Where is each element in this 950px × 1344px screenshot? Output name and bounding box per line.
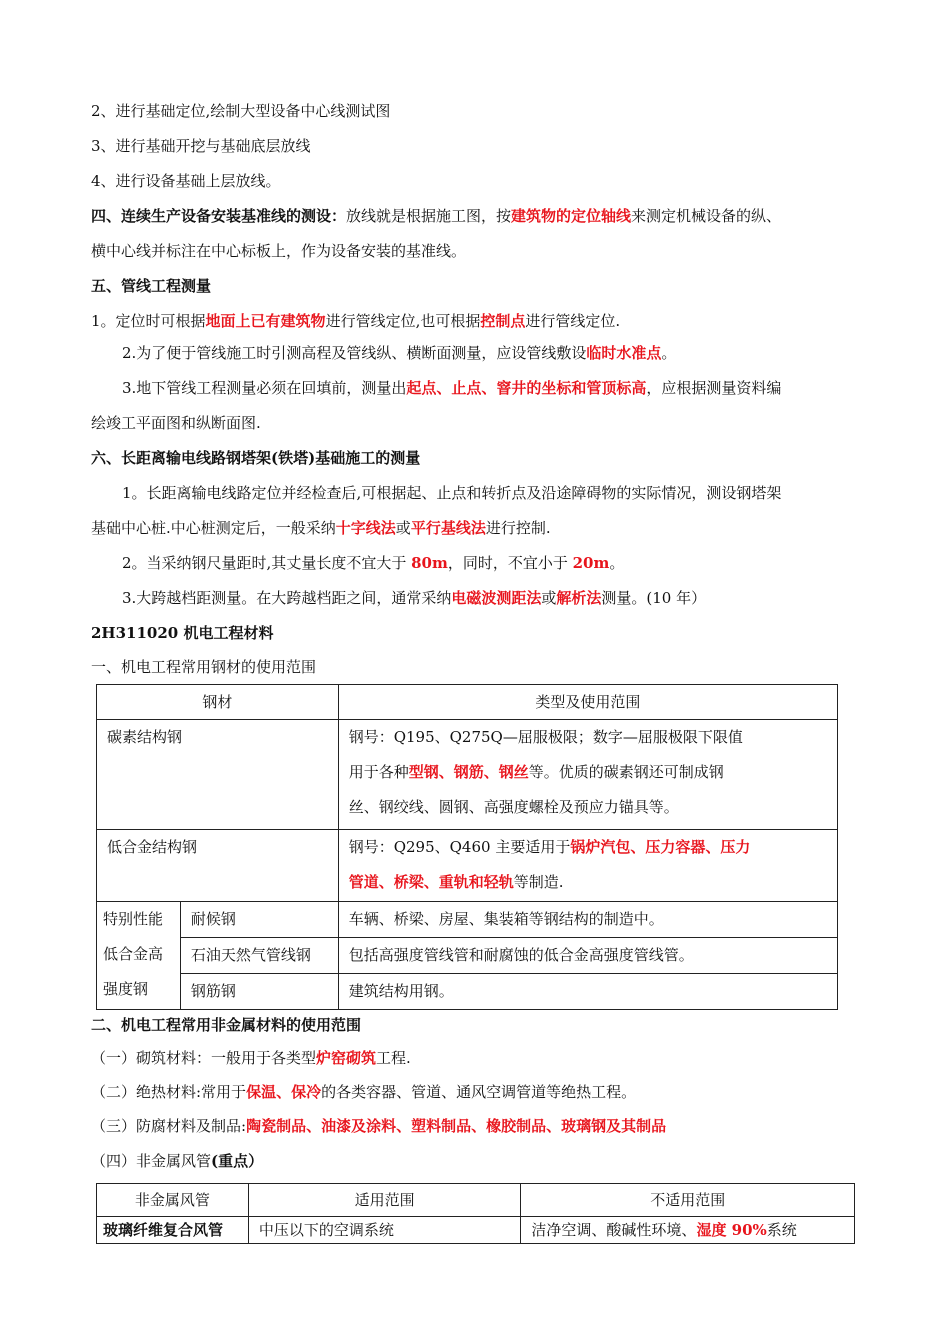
step-3: 3、进行基础开挖与基础底层放线 [91, 137, 311, 155]
table-cell: 车辆、桥梁、房屋、集装箱等钢结构的制造中。 [338, 902, 837, 938]
materials-heading: 2H311020 机电工程材料 [91, 624, 274, 642]
section-5-item-1: 1。定位时可根据地面上已有建筑物进行管线定位,也可根据控制点进行管线定位. [91, 312, 621, 330]
nonmetal-item-2: （二）绝热材料:常用于保温、保冷的各类容器、管道、通风空调管道等绝热工程。 [91, 1083, 637, 1101]
table-row [97, 938, 838, 974]
table-cell: 建筑结构用钢。 [338, 974, 837, 1010]
table-cell: 包括高强度管线管和耐腐蚀的低合金高强度管线管。 [338, 938, 837, 974]
table-cell: 中压以下的空调系统 [248, 1217, 521, 1244]
nonmetal-item-1: （一）砌筑材料：一般用于各类型炉窑砌筑工程. [91, 1049, 411, 1067]
steel-table [96, 684, 838, 1010]
table-cell: 钢号：Q295、Q460 主要适用于锅炉汽包、压力容器、压力 管道、桥梁、重轨和轻轨等制造. [338, 830, 837, 902]
table-row [97, 1217, 855, 1244]
table-header-cell: 适用范围 [248, 1184, 521, 1217]
table-row [97, 902, 838, 938]
section-4-title: 四、连续生产设备安装基准线的测设： [91, 207, 347, 225]
nonmetal-subheading: 二、机电工程常用非金属材料的使用范围 [91, 1016, 362, 1034]
table-cell: 钢号：Q195、Q275Q—屈服极限；数字—屈服极限下限值 用于各种型钢、钢筋、钢丝等。优质的碳素钢还可制成钢 丝、钢绞线、圆钢、高强度螺栓及预应力锚具等。 [338, 720, 837, 830]
section-6-item-1: 1。长距离输电线路定位并经检查后,可根据起、止点和转折点及沿途障碍物的实际情况，测设钢塔架 [122, 484, 782, 502]
section-6-item-1-continued: 基础中心桩.中心桩测定后，一般采纳十字线法或平行基线法进行控制. [91, 519, 551, 537]
table-cell: 低合金结构钢 [97, 830, 339, 902]
steel-subheading: 一、机电工程常用钢材的使用范围 [91, 658, 317, 676]
section-6-title: 六、长距离输电线路钢塔架(铁塔)基础施工的测量 [91, 449, 421, 467]
table-row [97, 720, 838, 830]
table-header-cell: 非金属风管 [97, 1184, 249, 1217]
duct-table [96, 1183, 855, 1244]
table-header-cell: 钢材 [97, 685, 339, 720]
table-cell: 洁净空调、酸碱性环境、湿度 90%系统 [521, 1217, 855, 1244]
section-5-item-3-continued: 绘竣工平面图和纵断面图. [91, 414, 261, 432]
section-5-item-2: 2.为了便于管线施工时引测高程及管线纵、横断面测量，应设管线敷设临时水准点。 [122, 344, 677, 362]
section-6-item-3: 3.大跨越档距测量。在大跨越档距之间，通常采纳电磁波测距法或解析法测量。(10 年） [122, 589, 707, 607]
table-row [97, 974, 838, 1010]
table-cell: 钢筋钢 [180, 974, 338, 1010]
nonmetal-item-3: （三）防腐材料及制品:陶瓷制品、油漆及涂料、塑料制品、橡胶制品、玻璃钢及其制品 [91, 1117, 667, 1135]
table-cell: 玻璃纤维复合风管 [97, 1217, 249, 1244]
section-4-continued: 横中心线并标注在中心标板上，作为设备安装的基准线。 [91, 242, 467, 260]
section-5-item-3: 3.地下管线工程测量必须在回填前，测量出起点、止点、窨井的坐标和管顶标高，应根据测量资料编 [122, 379, 782, 397]
table-header-cell: 类型及使用范围 [338, 685, 837, 720]
section-5-title: 五、管线工程测量 [91, 277, 212, 295]
table-header-row [97, 685, 838, 720]
section-6-item-2: 2。当采纳钢尺量距时,其丈量长度不宜大于 80m，同时，不宜小于 20m。 [122, 554, 625, 572]
table-header-row [97, 1184, 855, 1217]
table-cell: 耐候钢 [180, 902, 338, 938]
section-4-paragraph: 四、连续生产设备安装基准线的测设：放线就是根据施工图，按建筑物的定位轴线来测定机械设备的纵、 [91, 207, 782, 225]
table-cell: 石油天然气管线钢 [180, 938, 338, 974]
table-row [97, 830, 838, 902]
table-header-cell: 不适用范围 [521, 1184, 855, 1217]
step-2: 2、进行基础定位,绘制大型设备中心线测试图 [91, 102, 391, 120]
step-4: 4、进行设备基础上层放线。 [91, 172, 281, 190]
table-group-cell: 特别性能 低合金高 强度钢 [97, 902, 181, 1010]
table-cell: 碳素结构钢 [97, 720, 339, 830]
nonmetal-item-4: （四）非金属风管(重点） [91, 1152, 264, 1170]
